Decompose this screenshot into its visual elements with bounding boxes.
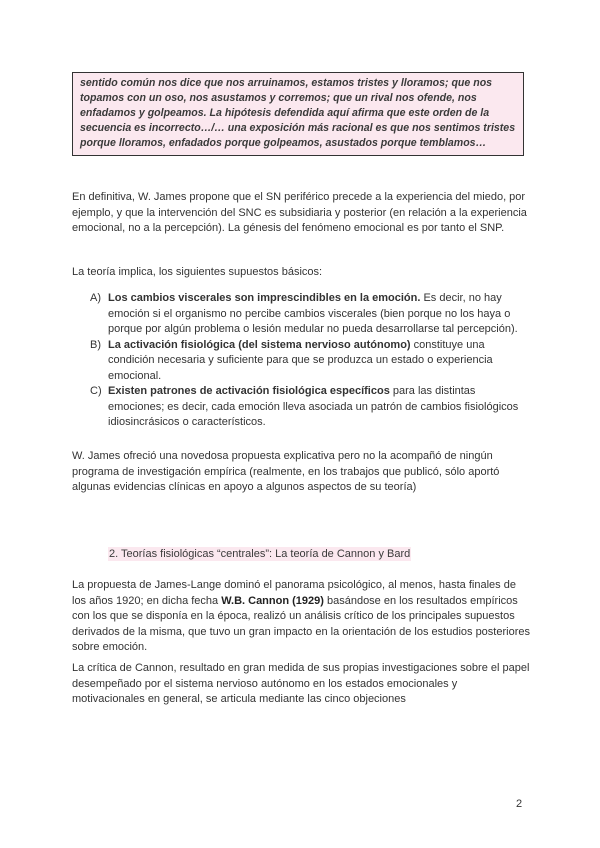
list-item bbox=[72, 291, 532, 338]
paragraph-assumptions-intro: La teoría implica, los siguientes supuestos básicos: bbox=[72, 266, 323, 278]
list-marker: B) bbox=[90, 338, 101, 351]
assumptions-list bbox=[72, 291, 532, 431]
paragraph-text: La propuesta de James-Lange dominó el panorama psicológico, al menos, hasta finales de los años 1920; en dicha fecha bbox=[72, 579, 516, 607]
paragraph-cannon-critique: La crítica de Cannon, resultado en gran medida de sus propias investigaciones sobre el papel desempeñado por el sistema nervioso autónomo en los estados emocionales y motivacionales en general, se articula mediante las cinco objeciones bbox=[72, 662, 530, 705]
list-item-bold: Los cambios viscerales son imprescindibles en la emoción. bbox=[108, 292, 421, 304]
list-item bbox=[72, 338, 532, 385]
paragraph-cannon-intro bbox=[72, 578, 532, 656]
paragraph-text: basándose en los resultados empíricos con los que se disponía en la época, realizó un análisis crítico de los principales supuestos derivados de la misma, que tuvo un gran impacto en la orientación de los estudios posteriores sobre emoción. bbox=[72, 594, 530, 653]
list-item-text: Es decir, no hay emoción si el organismo no percibe cambios viscerales (bien porque no los haya o porque por algún problema o lesión medular no pueda desarrollarse tal percepción). bbox=[108, 292, 518, 335]
list-item bbox=[72, 384, 532, 431]
section-heading: 2. Teorías fisiológicas “centrales”: La teoría de Cannon y Bard bbox=[109, 548, 411, 560]
paragraph-james-conclusion: En definitiva, W. James propone que el SN periférico precede a la experiencia del miedo, por ejemplo, y que la intervención del SNC es subsidiaria y posterior (en relación a la experiencia emocional, no a la percepción). La génesis del fenómeno emocional es por tanto el SNP. bbox=[72, 191, 527, 234]
paragraph-james-program: W. James ofreció una novedosa propuesta explicativa pero no la acompañó de ningún programa de investigación empírica (realmente, en los trabajos que publicó, sólo aportó algunas evidencias clínicas en apoyo a algunos aspectos de su teoría) bbox=[72, 450, 500, 493]
list-item-bold: Existen patrones de activación fisiológica específicos bbox=[108, 385, 390, 397]
list-marker: C) bbox=[90, 385, 102, 397]
list-item-text: para las distintas emociones; es decir, cada emoción lleva asociada un patrón de cambios fisiológicos idiosincrásicos o característicos. bbox=[108, 385, 519, 428]
list-item-text: constituye una condición necesaria y suficiente para que se produzca un estado o experiencia emocional. bbox=[108, 338, 493, 382]
quote-text: sentido común nos dice que nos arruinamos, estamos tristes y lloramos; que nos topamos con un oso, nos asustamos y corremos; que un rival nos ofende, nos enfadamos y golpeamos. La hipótesis defendida aquí afirma que este orden de la secuencia es incorrecto…/… una exposición más racional es que nos sentimos tristes porque lloramos, enfadados porque golpeamos, asustados porque temblamos… bbox=[80, 77, 516, 149]
quote-box bbox=[72, 72, 524, 156]
list-marker: A) bbox=[90, 292, 101, 304]
page-number: 2 bbox=[516, 798, 523, 810]
list-item-bold: La activación fisiológica (del sistema nervioso autónomo) bbox=[108, 338, 411, 351]
citation-bold: W.B. Cannon (1929) bbox=[221, 594, 324, 607]
